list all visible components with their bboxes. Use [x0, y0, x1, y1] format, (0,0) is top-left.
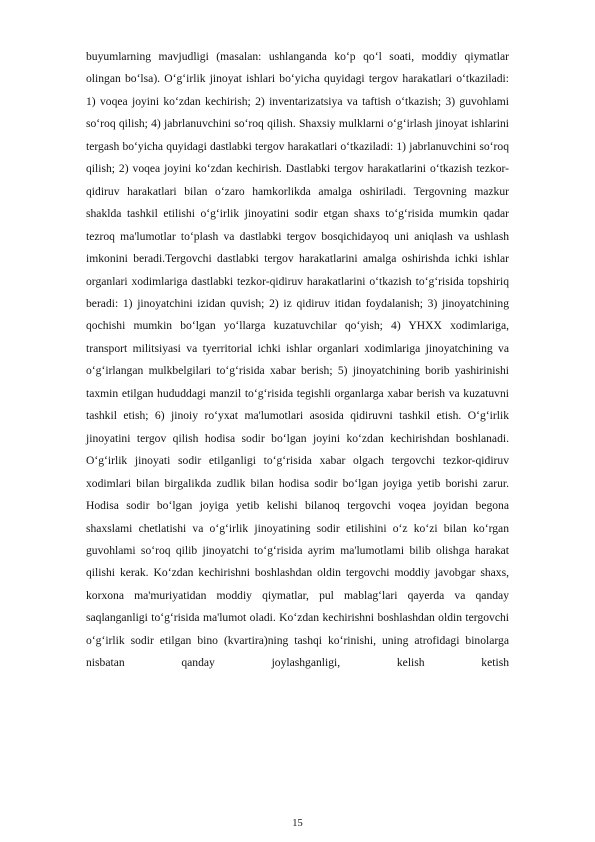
- body-paragraph: buyumlarning mavjudligi (masalan: ushlanganda ko‘p qo‘l soati, moddiy qiymatlar olingan bo‘lsa). O‘g‘irlik jinoyat ishlari bo‘yicha quyidagi tergov harakatlari o‘tkaziladi: 1) voqea joyini ko‘zdan kechirish; 2) inventarizatsiya va taftish o‘tkazish; 3) guvohlami so‘roq qilish; 4) jabrlanuvchini so‘roq qilish. Shaxsiy mulklarni o‘g‘irlash jinoyat ishlarini tergash bo‘yicha quyidagi dastlabki tergov harakatlari o‘tkaziladi: 1) jabrlanuvchini so‘roq qilish; 2) voqea joyini ko‘zdan kechirish. Dastlabki tergov harakatlarini o‘tkazish tezkor-qidiruv harakatlari bilan o‘zaro hamkorlikda amalga oshiriladi. Tergovning mazkur shaklda tashkil etilishi o‘g‘irlik jinoyatini sodir etgan shaxs to‘g‘risida mumkin qadar tezroq ma'lumotlar to‘plash va dastlabki tergov bosqichidayoq uni aniqlash va ushlash imkonini beradi.Tergovchi dastlabki tergov harakatlarini amalga oshirishda ichki ishlar organlari xodimlariga dastlabki tezkor-qidiruv harakatlarini o‘tkazish to‘g‘risida topshiriq beradi: 1) jinoyatchini izidan quvish; 2) iz qidiruv itidan foydalanish; 3) jinoyatchining qochishi mumkin bo‘lgan yo‘llarga kuzatuvchilar qo‘yish; 4) YHXX xodimlariga, transport militsiyasi va tyerritorial ichki ishlar organlari xodimlariga jinoyatchining va o‘g‘irlangan mulkbelgilari to‘g‘risida xabar berish; 5) jinoyatchining borib yashirinishi taxmin etilgan hududdagi manzil to‘g‘risida tegishli organlarga xabar berish va kuzatuvni tashkil etish; 6) jinoiy ro‘yxat ma'lumotlari asosida qidiruvni tashkil etish. O‘g‘irlik jinoyatini tergov qilish hodisa sodir bo‘lgan joyini ko‘zdan kechirishdan boshlanadi. O‘g‘irlik jinoyati sodir etilganligi to‘g‘risida xabar olgach tergovchi tezkor-qidiruv xodimlari bilan birgalikda zudlik bilan hodisa sodir bo‘lgan joyiga yetib borishi zarur. Hodisa sodir bo‘lgan joyiga yetib kelishi bilanoq tergovchi voqea joyidan begona shaxslami chetlatishi va o‘g‘irlik jinoyatining sodir etilishini o‘z ko‘zi bilan ko‘rgan guvohlami so‘roq qilib jinoyatchi to‘g‘risida ayrim ma'lumotlami bilib olishga harakat qilishi kerak. Ko‘zdan kechirishni boshlashdan oldin tergovchi moddiy javobgar shaxs, korxona ma'muriyatidan moddiy qiymatlar, pul mablag‘lari qayerda va qanday saqlanganligi to‘g‘risida ma'lumot oladi. Ko‘zdan kechirishni boshlashdan oldin tergovchi o‘g‘irlik sodir etilgan bino (kvartira)ning tashqi ko‘rinishi, uning atrofidagi binolarga nisbatan qanday joylashganligi, kelish ketish: [86, 50, 509, 670]
- page-number: 15: [292, 818, 303, 829]
